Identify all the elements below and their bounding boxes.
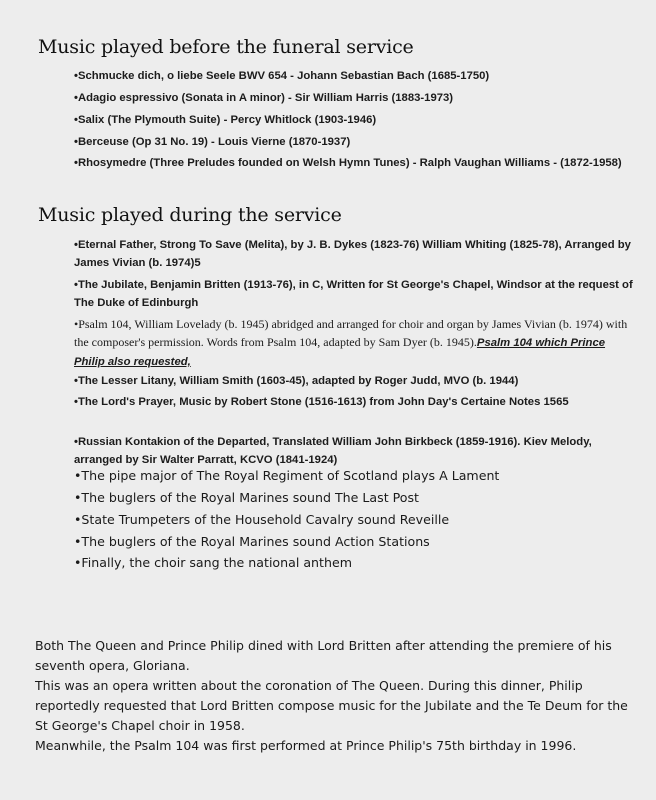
music-item: •Eternal Father, Strong To Save (Melita), by J. B. Dykes (1823-76) William Whiting (1825-78), Arranged by James Vivian (b. 1974)5 (74, 239, 631, 269)
ceremony-item: •Finally, the choir sang the national anthem (74, 555, 352, 570)
note-paragraph: This was an opera written about the coronation of The Queen. During this dinner, Philip reportedly requested that Lord Britten compose music for the Jubilate and the Te Deum for the St George's Chapel choir in 1958. (35, 678, 628, 733)
psalm-104-request-note: Psalm 104 which Prince Philip also requested, (74, 337, 606, 368)
section-heading-before-service: Music played before the funeral service (38, 36, 414, 58)
music-item: •The Lesser Litany, William Smith (1603-45), adapted by Roger Judd, MVO (b. 1944) (74, 375, 519, 387)
ceremony-item: •State Trumpeters of the Household Cavalry sound Reveille (74, 512, 450, 527)
ceremony-item: •The buglers of the Royal Marines sound The Last Post (74, 490, 419, 505)
section-heading-during-service: Music played during the service (38, 204, 342, 226)
note-paragraph: Meanwhile, the Psalm 104 was first performed at Prince Philip's 75th birthday in 1996. (35, 738, 577, 753)
music-item: •The Jubilate, Benjamin Britten (1913-76), in C, Written for St George's Chapel, Windsor at the request of The Duke of Edinburgh (74, 279, 633, 309)
music-item: •Adagio espressivo (Sonata in A minor) - Sir William Harris (1883-1973) (74, 92, 454, 104)
note-paragraph: Both The Queen and Prince Philip dined with Lord Britten after attending the premiere of his seventh opera, Gloriana. (35, 638, 612, 673)
ceremony-item: •The buglers of the Royal Marines sound Action Stations (74, 534, 430, 549)
music-item: •Schmucke dich, o liebe Seele BWV 654 - Johann Sebastian Bach (1685-1750) (74, 70, 490, 82)
music-item: •Rhosymedre (Three Preludes founded on Welsh Hymn Tunes) - Ralph Vaughan Williams - (1872-1958) (74, 157, 622, 169)
background-notes (35, 636, 641, 756)
psalm-104-text: •Psalm 104, William Lovelady (b. 1945) abridged and arranged for choir and organ by James Vivian (b. 1974) with the composer's permission. Words from Psalm 104, adapted by Sam Dyer (b. 1945). (74, 317, 628, 349)
music-item: •Russian Kontakion of the Departed, Translated William John Birkbeck (1859-1916). Kiev Melody, arranged by Sir Walter Parratt, KCVO (1841-1924) (74, 436, 592, 466)
music-item: •Berceuse (Op 31 No. 19) - Louis Vierne (1870-1937) (74, 136, 351, 148)
music-item: •The Lord's Prayer, Music by Robert Stone (1516-1613) from John Day's Certaine Notes 1565 (74, 396, 569, 408)
ceremony-item: •The pipe major of The Royal Regiment of Scotland plays A Lament (74, 468, 500, 483)
music-item: •Salix (The Plymouth Suite) - Percy Whitlock (1903-1946) (74, 114, 377, 126)
music-item-psalm-104 (74, 315, 634, 371)
